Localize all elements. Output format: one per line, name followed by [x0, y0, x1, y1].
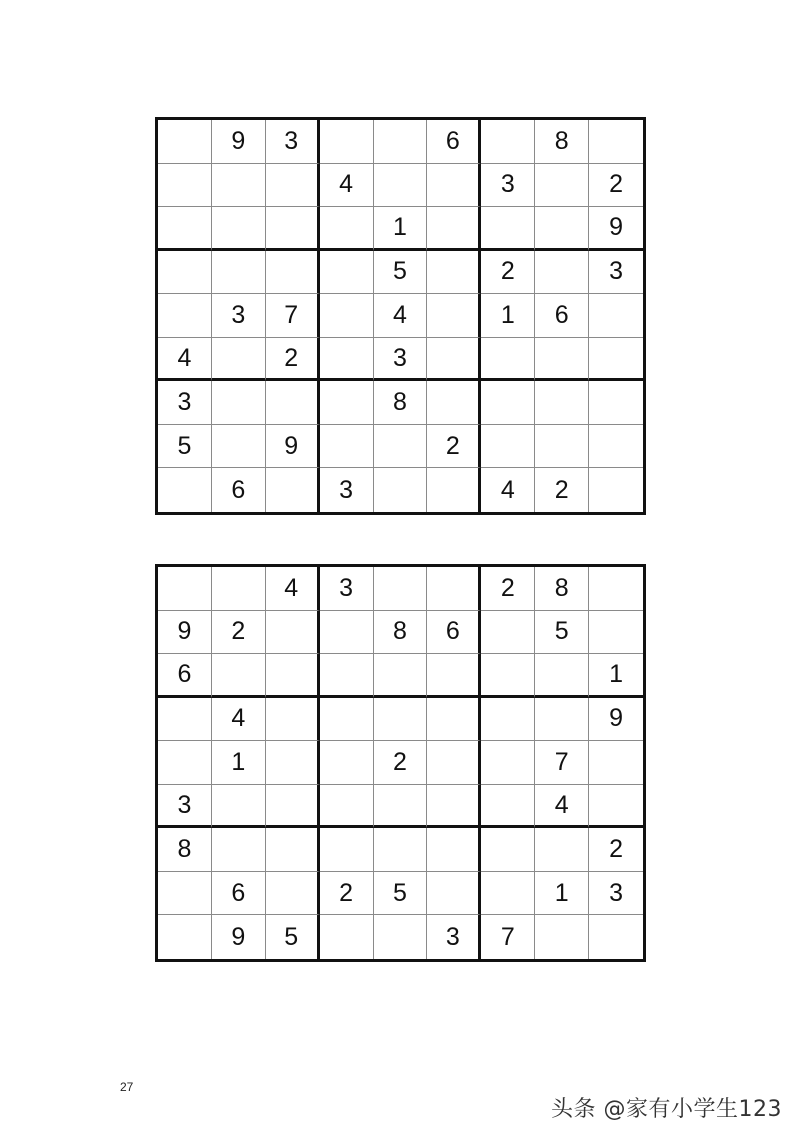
sudoku-cell: 5	[374, 872, 428, 916]
sudoku-cell	[158, 915, 212, 959]
sudoku-cell	[535, 381, 589, 425]
sudoku-cell	[212, 654, 266, 698]
sudoku-cell: 5	[266, 915, 320, 959]
sudoku-cell	[320, 251, 374, 295]
sudoku-cell: 7	[481, 915, 535, 959]
sudoku-cell: 4	[212, 698, 266, 742]
sudoku-cell	[589, 567, 643, 611]
sudoku-cell	[320, 741, 374, 785]
sudoku-cell	[481, 828, 535, 872]
sudoku-cell	[427, 251, 481, 295]
sudoku-cell: 2	[535, 468, 589, 512]
sudoku-cell: 4	[266, 567, 320, 611]
sudoku-cell	[266, 785, 320, 829]
sudoku-cell	[158, 872, 212, 916]
sudoku-cell	[589, 741, 643, 785]
sudoku-cell	[212, 785, 266, 829]
sudoku-cell	[158, 468, 212, 512]
sudoku-cell	[266, 164, 320, 208]
sudoku-cell	[481, 120, 535, 164]
sudoku-cell	[481, 611, 535, 655]
sudoku-cell	[589, 611, 643, 655]
sudoku-cell	[212, 338, 266, 382]
sudoku-cell	[481, 872, 535, 916]
sudoku-cell	[374, 468, 428, 512]
sudoku-cell	[427, 828, 481, 872]
sudoku-cell	[481, 338, 535, 382]
sudoku-cell: 6	[427, 120, 481, 164]
sudoku-cell: 7	[535, 741, 589, 785]
sudoku-cell: 2	[481, 251, 535, 295]
sudoku-cell: 3	[427, 915, 481, 959]
sudoku-cell	[589, 338, 643, 382]
page-number: 27	[120, 1080, 134, 1094]
sudoku-cell	[212, 425, 266, 469]
sudoku-cell	[535, 698, 589, 742]
sudoku-cell	[427, 207, 481, 251]
sudoku-cell	[589, 294, 643, 338]
sudoku-cell: 3	[320, 468, 374, 512]
sudoku-cell	[320, 611, 374, 655]
sudoku-cell	[266, 698, 320, 742]
sudoku-cell	[427, 785, 481, 829]
sudoku-cell	[266, 251, 320, 295]
sudoku-cell: 2	[266, 338, 320, 382]
sudoku-cell: 4	[481, 468, 535, 512]
sudoku-cell	[212, 381, 266, 425]
sudoku-cell	[266, 381, 320, 425]
sudoku-cell	[535, 654, 589, 698]
sudoku-cell	[320, 425, 374, 469]
sudoku-cell	[212, 164, 266, 208]
sudoku-cell	[481, 698, 535, 742]
sudoku-cell	[535, 164, 589, 208]
sudoku-cell	[535, 915, 589, 959]
sudoku-cell	[589, 381, 643, 425]
sudoku-cell: 3	[589, 251, 643, 295]
sudoku-cell	[427, 741, 481, 785]
sudoku-cell	[589, 120, 643, 164]
sudoku-cell	[589, 468, 643, 512]
sudoku-cell	[158, 294, 212, 338]
sudoku-cell	[212, 567, 266, 611]
sudoku-cell: 2	[481, 567, 535, 611]
sudoku-cell: 5	[158, 425, 212, 469]
sudoku-cell: 2	[320, 872, 374, 916]
sudoku-cell	[481, 785, 535, 829]
sudoku-cell	[266, 654, 320, 698]
sudoku-cell	[266, 872, 320, 916]
sudoku-cell: 1	[374, 207, 428, 251]
sudoku-cell	[427, 872, 481, 916]
sudoku-cell: 1	[589, 654, 643, 698]
sudoku-cell: 3	[320, 567, 374, 611]
sudoku-cell: 8	[374, 381, 428, 425]
sudoku-cell: 4	[158, 338, 212, 382]
sudoku-cell: 9	[589, 698, 643, 742]
sudoku-cell	[374, 654, 428, 698]
sudoku-cell	[427, 294, 481, 338]
sudoku-cell	[266, 611, 320, 655]
sudoku-cell: 2	[374, 741, 428, 785]
sudoku-cell	[374, 915, 428, 959]
sudoku-cell	[158, 698, 212, 742]
sudoku-cell	[320, 698, 374, 742]
sudoku-cell	[320, 207, 374, 251]
sudoku-cell	[320, 828, 374, 872]
sudoku-cell	[427, 468, 481, 512]
sudoku-cell	[481, 381, 535, 425]
sudoku-cell: 6	[212, 468, 266, 512]
sudoku-cell: 4	[535, 785, 589, 829]
sudoku-cell: 1	[212, 741, 266, 785]
sudoku-cell	[374, 567, 428, 611]
sudoku-cell	[266, 468, 320, 512]
sudoku-cell	[589, 785, 643, 829]
sudoku-cell	[481, 425, 535, 469]
sudoku-cell	[535, 828, 589, 872]
sudoku-cell: 9	[212, 915, 266, 959]
sudoku-cell: 6	[212, 872, 266, 916]
sudoku-cell: 3	[212, 294, 266, 338]
sudoku-cell	[535, 207, 589, 251]
sudoku-cell	[212, 251, 266, 295]
sudoku-cell	[535, 338, 589, 382]
sudoku-cell: 3	[481, 164, 535, 208]
sudoku-cell	[427, 698, 481, 742]
sudoku-cell: 9	[212, 120, 266, 164]
sudoku-cell: 3	[266, 120, 320, 164]
sudoku-cell	[320, 915, 374, 959]
sudoku-cell	[320, 654, 374, 698]
sudoku-cell: 6	[427, 611, 481, 655]
sudoku-cell: 7	[266, 294, 320, 338]
sudoku-cell	[427, 164, 481, 208]
sudoku-cell	[158, 207, 212, 251]
sudoku-grid-1	[155, 117, 646, 515]
sudoku-cell: 9	[266, 425, 320, 469]
sudoku-cell	[481, 207, 535, 251]
sudoku-cell	[158, 251, 212, 295]
sudoku-cell: 4	[374, 294, 428, 338]
sudoku-cell	[266, 828, 320, 872]
sudoku-cell	[374, 828, 428, 872]
sudoku-cell	[212, 828, 266, 872]
sudoku-cell: 8	[158, 828, 212, 872]
sudoku-cell	[589, 915, 643, 959]
sudoku-cell: 1	[535, 872, 589, 916]
sudoku-cell: 2	[589, 828, 643, 872]
sudoku-cell	[374, 698, 428, 742]
sudoku-cell: 6	[535, 294, 589, 338]
sudoku-cell	[427, 567, 481, 611]
sudoku-cell	[481, 741, 535, 785]
sudoku-cell	[320, 338, 374, 382]
sudoku-cell: 3	[158, 381, 212, 425]
sudoku-cell: 3	[374, 338, 428, 382]
sudoku-cell	[158, 741, 212, 785]
sudoku-cell: 8	[535, 567, 589, 611]
sudoku-cell: 8	[374, 611, 428, 655]
sudoku-cell	[212, 207, 266, 251]
sudoku-cell	[374, 425, 428, 469]
sudoku-cell: 9	[158, 611, 212, 655]
sudoku-cell	[320, 381, 374, 425]
sudoku-cell: 9	[589, 207, 643, 251]
sudoku-cell	[481, 654, 535, 698]
sudoku-cell	[374, 120, 428, 164]
sudoku-cell	[374, 785, 428, 829]
sudoku-cell	[266, 207, 320, 251]
sudoku-cell	[320, 120, 374, 164]
sudoku-cell	[158, 120, 212, 164]
sudoku-cell: 2	[212, 611, 266, 655]
sudoku-cell	[589, 425, 643, 469]
sudoku-cell	[158, 164, 212, 208]
sudoku-cell	[320, 294, 374, 338]
sudoku-cell	[374, 164, 428, 208]
sudoku-cell: 2	[427, 425, 481, 469]
sudoku-cell: 8	[535, 120, 589, 164]
sudoku-cell: 2	[589, 164, 643, 208]
sudoku-cell: 1	[481, 294, 535, 338]
sudoku-cell	[535, 425, 589, 469]
sudoku-cell: 3	[158, 785, 212, 829]
sudoku-cell	[266, 741, 320, 785]
sudoku-cell	[427, 654, 481, 698]
watermark: 头条 @家有小学生123	[551, 1097, 782, 1122]
sudoku-cell: 4	[320, 164, 374, 208]
sudoku-cell	[158, 567, 212, 611]
sudoku-cell	[427, 338, 481, 382]
sudoku-cell: 5	[374, 251, 428, 295]
sudoku-grid-2	[155, 564, 646, 962]
sudoku-cell	[427, 381, 481, 425]
sudoku-cell	[320, 785, 374, 829]
sudoku-cell: 6	[158, 654, 212, 698]
sudoku-cell: 3	[589, 872, 643, 916]
sudoku-cell: 5	[535, 611, 589, 655]
sudoku-cell	[535, 251, 589, 295]
